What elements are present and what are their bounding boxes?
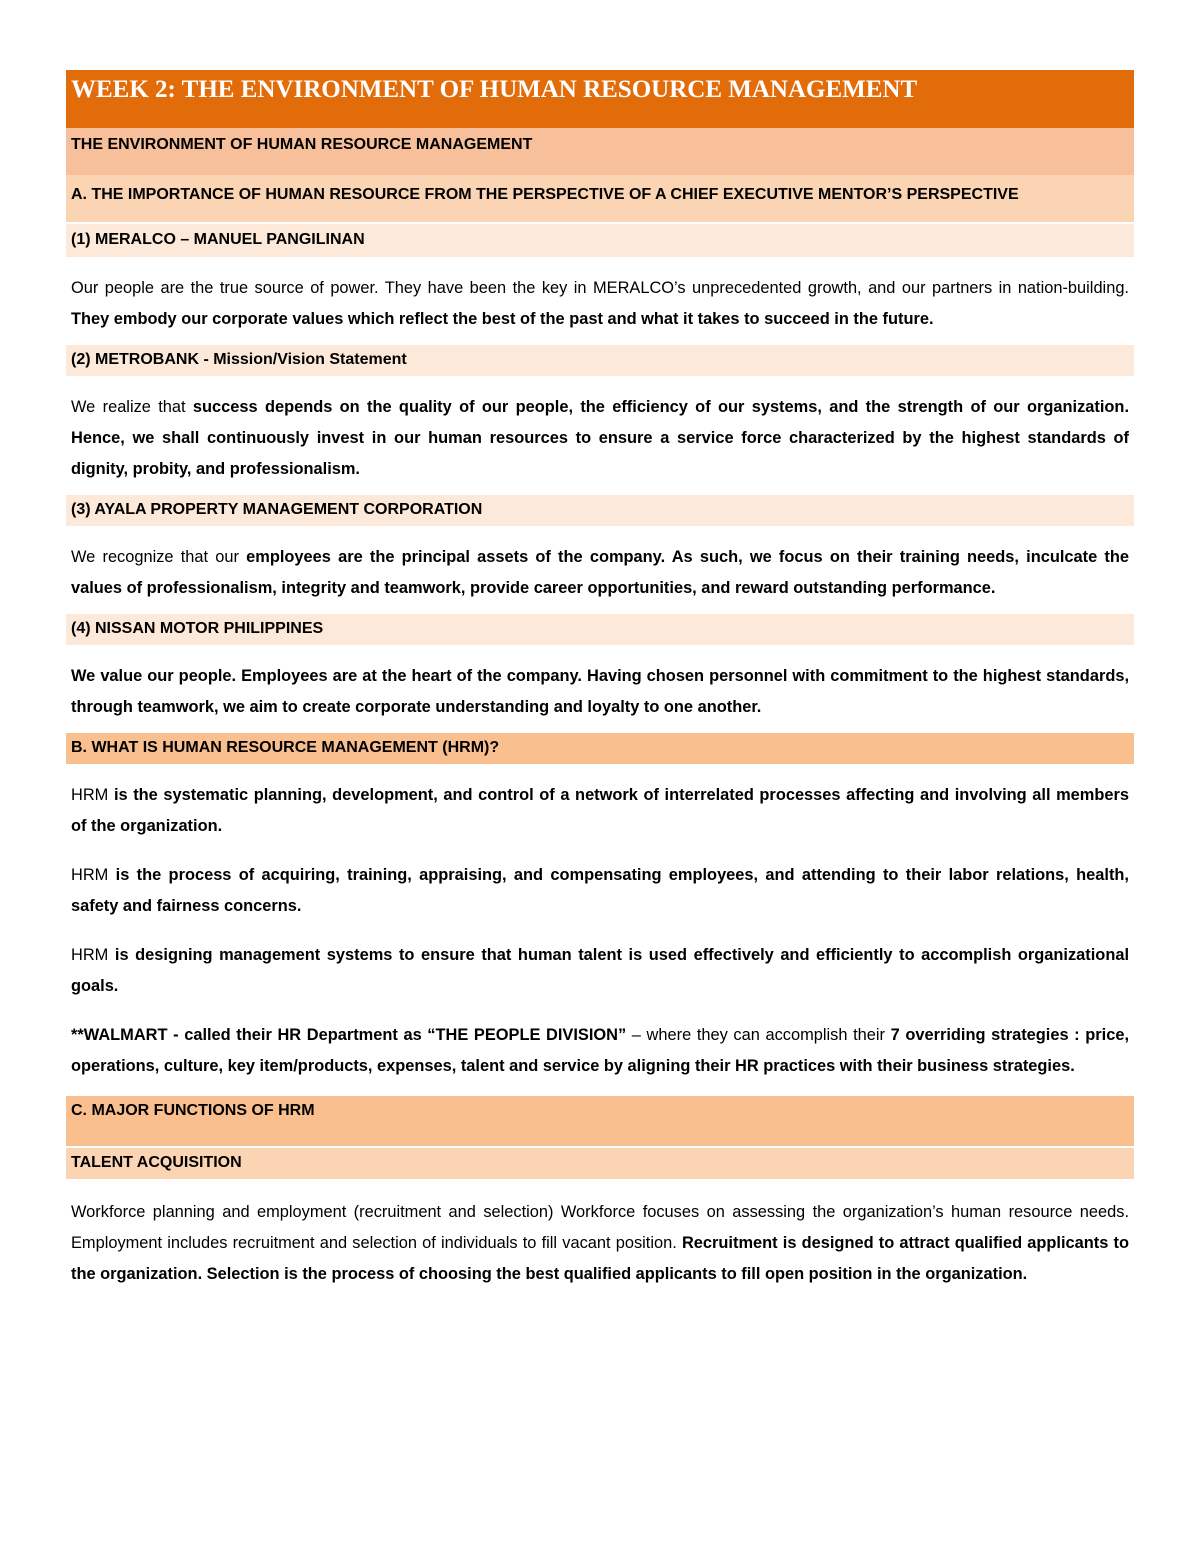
section-b-heading: B. WHAT IS HUMAN RESOURCE MANAGEMENT (HRM)? [66, 733, 1134, 764]
item-2-text-bold: success depends on the quality of our people, the efficiency of our systems, and the strength of our organization. Hence, we shall continuously invest in our human resources to ensure a service force characterized by the highest standards of dignity, probity, and professionalism. [71, 398, 1129, 478]
walmart-note-bold-1: **WALMART - called their HR Department as “THE PEOPLE DIVISION” [71, 1026, 627, 1044]
item-1-text [66, 273, 1134, 335]
item-2-text-plain: We realize that [71, 398, 193, 416]
item-4-text-bold: We value our people. Employees are at the heart of the company. Having chosen personnel with commitment to the highest standards, through teamwork, we aim to create corporate understanding and loyalty to one another. [71, 667, 1129, 716]
item-2-text [66, 392, 1134, 485]
item-3-text-bold: employees are the principal assets of the company. As such, we focus on their training needs, inculcate the values of professionalism, integrity and teamwork, provide career opportunities, and reward outstanding performance. [71, 548, 1129, 597]
item-4-heading: (4) NISSAN MOTOR PHILIPPINES [66, 614, 1134, 645]
item-3-text-plain: We recognize that our [71, 548, 247, 566]
hrm-definition-3-bold: is designing management systems to ensure that human talent is used effectively and efficiently to accomplish organizational goals. [71, 946, 1129, 995]
item-2-heading: (2) METROBANK - Mission/Vision Statement [66, 345, 1134, 376]
hrm-definition-2-plain: HRM [71, 866, 116, 884]
subtitle-band: THE ENVIRONMENT OF HUMAN RESOURCE MANAGEMENT [66, 128, 1134, 175]
hrm-definition-2 [66, 860, 1134, 922]
item-3-text [66, 542, 1134, 604]
hrm-definition-1-plain: HRM [71, 786, 114, 804]
talent-acquisition-text-bold: Recruitment is designed to attract qualified applicants to the organization. Selection is the process of choosing the best qualified applicants to fill open position in the organization. [71, 1234, 1129, 1283]
section-c-heading: C. MAJOR FUNCTIONS OF HRM [66, 1096, 1134, 1146]
page-title: WEEK 2: THE ENVIRONMENT OF HUMAN RESOURCE MANAGEMENT [66, 70, 1134, 128]
document-page [66, 70, 1134, 1290]
section-a-heading: A. THE IMPORTANCE OF HUMAN RESOURCE FROM THE PERSPECTIVE OF A CHIEF EXECUTIVE MENTOR’S PERSPECTIVE [66, 175, 1134, 222]
hrm-definition-3 [66, 940, 1134, 1002]
hrm-definition-1 [66, 780, 1134, 842]
walmart-note-plain: – where they can accomplish their [626, 1026, 891, 1044]
hrm-definition-3-plain: HRM [71, 946, 115, 964]
talent-acquisition-text-plain: Workforce planning and employment (recruitment and selection) Workforce focuses on assessing the organization’s human resource needs. Employment includes recruitment and selection of individuals to fill vacant position. [71, 1203, 1129, 1252]
talent-acquisition-heading: TALENT ACQUISITION [66, 1148, 1134, 1179]
item-3-heading: (3) AYALA PROPERTY MANAGEMENT CORPORATION [66, 495, 1134, 526]
hrm-definition-1-bold: is the systematic planning, development, and control of a network of interrelated processes affecting and involving all members of the organization. [71, 786, 1129, 835]
talent-acquisition-text [66, 1197, 1134, 1290]
hrm-definition-2-bold: is the process of acquiring, training, appraising, and compensating employees, and attending to their labor relations, health, safety and fairness concerns. [71, 866, 1129, 915]
item-4-text [66, 661, 1134, 723]
walmart-note [66, 1020, 1134, 1082]
item-1-text-plain: Our people are the true source of power. They have been the key in MERALCO’s unprecedented growth, and our partners in nation-building. [71, 279, 1129, 297]
item-1-heading: (1) MERALCO – MANUEL PANGILINAN [66, 224, 1134, 257]
walmart-note-bold-2: 7 overriding strategies : price, operations, culture, key item/products, expenses, talent and service by aligning their HR practices with their business strategies. [71, 1026, 1129, 1075]
item-1-text-bold: They embody our corporate values which reflect the best of the past and what it takes to succeed in the future. [71, 310, 934, 328]
